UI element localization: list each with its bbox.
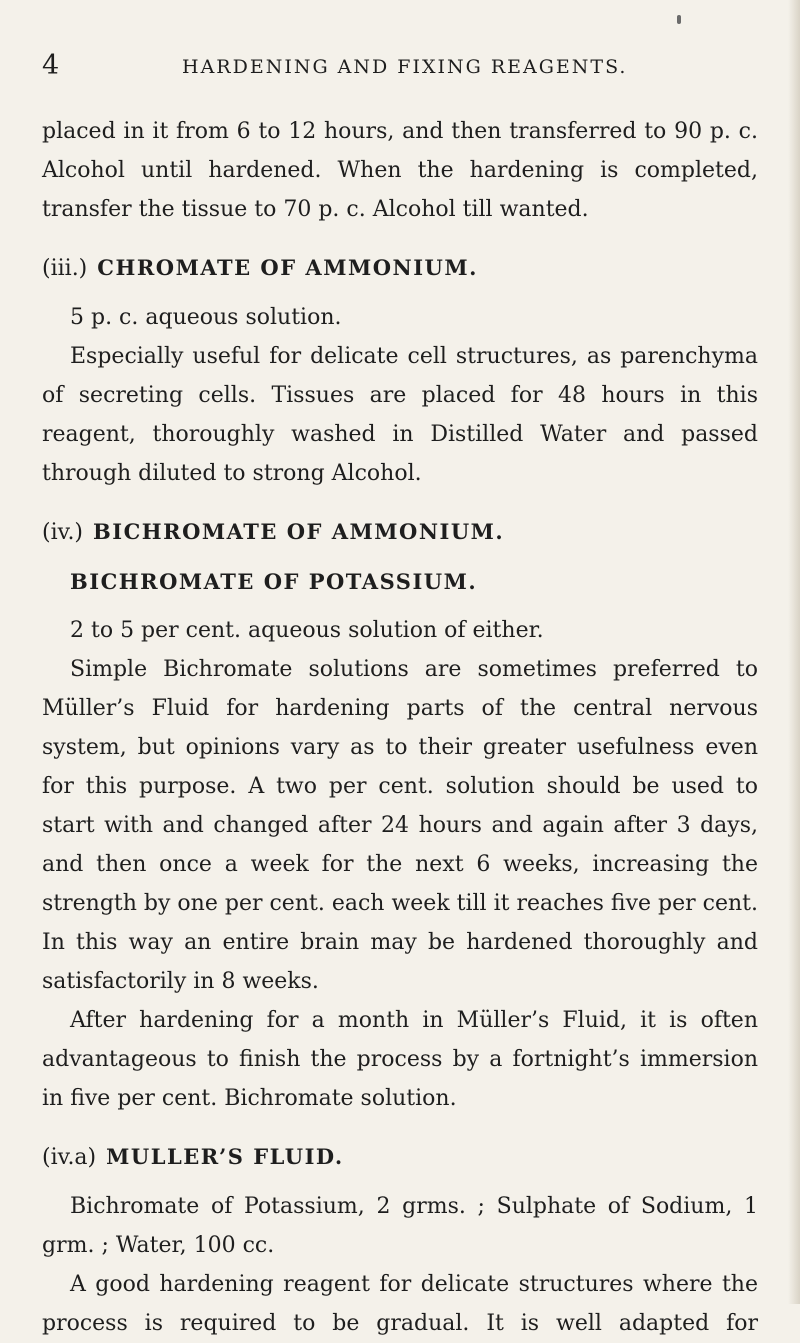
page-edge-shadow [788,0,800,1304]
intro-paragraph: placed in it from 6 to 12 hours, and then transferred to 90 p. c. Alcohol until hardened. When the hardening is completed, transfer the tissue to 70 p. c. Alcohol till wanted. [42,119,758,222]
section-title-iii: CHROMATE OF AMMONIUM. [97,255,478,280]
page-number: 4 [42,50,60,81]
section-heading-iv [42,512,758,552]
section-number-iii: (iii.) [42,256,88,281]
paragraph: A good hardening reagent for delicate structures where the process is required to be gradual. It is well adapted for [42,1272,758,1336]
section-title-iva: MULLER’S FLUID. [106,1144,344,1169]
paragraph: Especially useful for delicate cell structures, as parenchyma of secreting cells. Tissues are placed for 48 hours in this reagent, thoroughly washed in Distilled Water and passed through diluted to strong Alcohol. [42,344,758,486]
section-heading-iii [42,248,758,288]
paragraph: Bichromate of Potassium, 2 grms. ; Sulphate of Sodium, 1 grm. ; Water, 100 cc. [42,1194,758,1258]
running-head [0,50,800,90]
paragraph: 2 to 5 per cent. aqueous solution of either. [70,618,544,643]
running-title: HARDENING AND FIXING REAGENTS. [182,56,628,78]
section-subtitle-iv: BICHROMATE OF POTASSIUM. [70,569,478,594]
ink-speck [677,15,681,24]
section-heading-iva [42,1137,758,1177]
section-number-iva: (iv.a) [42,1145,97,1170]
section-title-iv: BICHROMATE OF AMMONIUM. [93,519,505,544]
paragraph: After hardening for a month in Müller’s Fluid, it is often advantageous to finish the process by a fortnight’s immersion in five per cent. Bichromate solution. [42,1008,758,1111]
paragraph: 5 p. c. aqueous solution. [70,305,342,330]
section-number-iv: (iv.) [42,520,84,545]
page-body [42,112,758,1343]
paragraph: Simple Bichromate solutions are sometimes preferred to Müller’s Fluid for hardening parts of the central nervous system, but opinions vary as to their greater usefulness even for this purpose. A two per cent. solution should be used to start with and changed after 24 hours and again after 3 days, and then once a week for the next 6 weeks, increasing the strength by one per cent. each week till it reaches five per cent. In this way an entire brain may be hardened thoroughly and satisfactorily in 8 weeks. [42,657,758,994]
